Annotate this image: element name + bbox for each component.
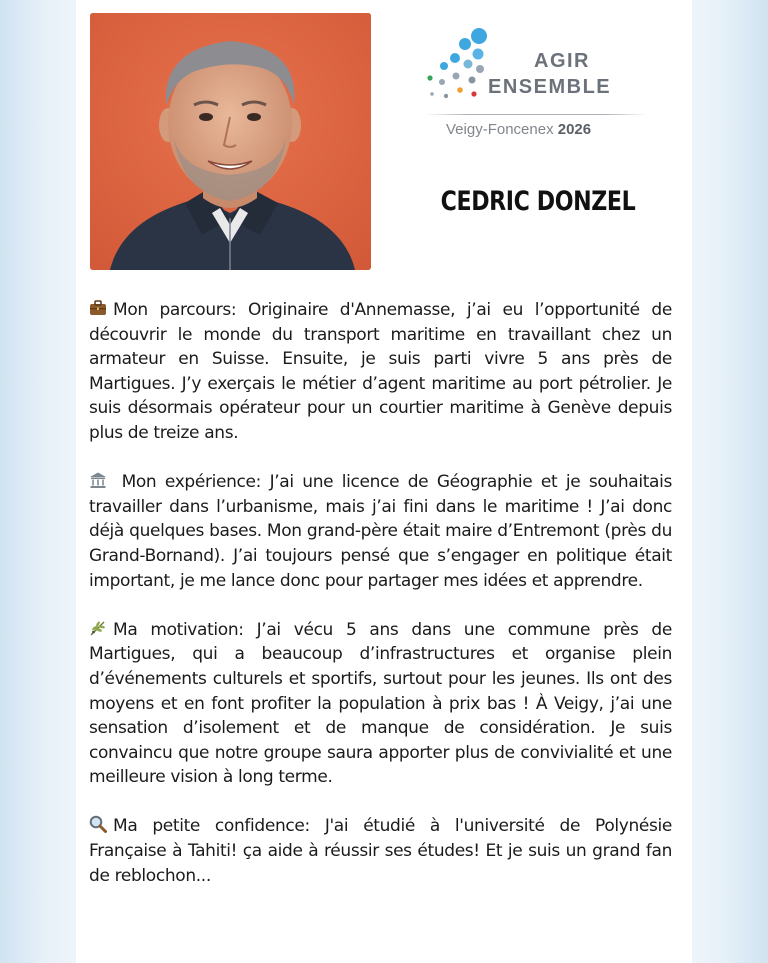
classical-building-icon [89,471,107,489]
logo-place: Veigy-Foncenex [446,121,554,138]
logo-year: 2026 [557,121,592,138]
logo-dots-icon [416,24,526,114]
candidate-name: CEDRIC DONZEL [440,186,636,217]
candidate-photo [90,13,371,270]
section-motivation-text: Ma motivation: J’ai vécu 5 ans dans une commune près de Martigues, qui a beaucoup d’infrastructures et organise plein d’événements culturels et sportifs, surtout pour les jeunes. Ils ont des moyens et en font profiter la population à prix bas ! À Veigy, j’ai une sensation d’isolement et de manque de considération. Je suis convaincu que notre groupe saura apporter plus de convivialité et une meilleure vision à long terme. [89,619,672,788]
section-motivation [89,618,672,790]
logo-divider [424,114,648,115]
briefcase-icon [89,299,107,317]
section-experience [89,470,672,593]
magnifying-glass-icon [89,815,107,833]
section-confidence [89,814,672,888]
section-parcours-text: Mon parcours: Originaire d'Annemasse, j’ai eu l’opportunité de découvrir le monde du transport maritime en travaillant chez un armateur en Suisse. Ensuite, je suis parti vivre 5 ans près de Martigues. J’y exerçais le métier d’agent maritime au port pétrolier. Je suis désormais opérateur pour un courtier maritime à Genève depuis plus de treize ans. [89,300,672,443]
logo-subtitle [446,121,591,138]
candidate-card [76,0,692,963]
candidate-bio [89,298,672,913]
agir-ensemble-logo [416,24,656,144]
section-confidence-text: Ma petite confidence: J'ai étudié à l'université de Polynésie Française à Tahiti! ça aide à réussir ses études! Et je suis un grand fan de reblochon... [89,816,672,886]
logo-title-line1: AGIR [534,50,590,72]
section-experience-text: Mon expérience: J’ai une licence de Géographie et je souhaitais travailler dans l’urbanisme, mais j’ai fini dans le maritime ! J’ai donc déjà quelques bases. Mon grand-père était maire d’Entremont (près du Grand-Bornand). J’ai toujours pensé que s’engager en politique était important, je me lance donc pour partager mes idées et apprendre. [89,472,672,591]
logo-title-line2: ENSEMBLE [488,76,612,98]
section-parcours [89,298,672,446]
olive-branch-icon [89,619,107,637]
